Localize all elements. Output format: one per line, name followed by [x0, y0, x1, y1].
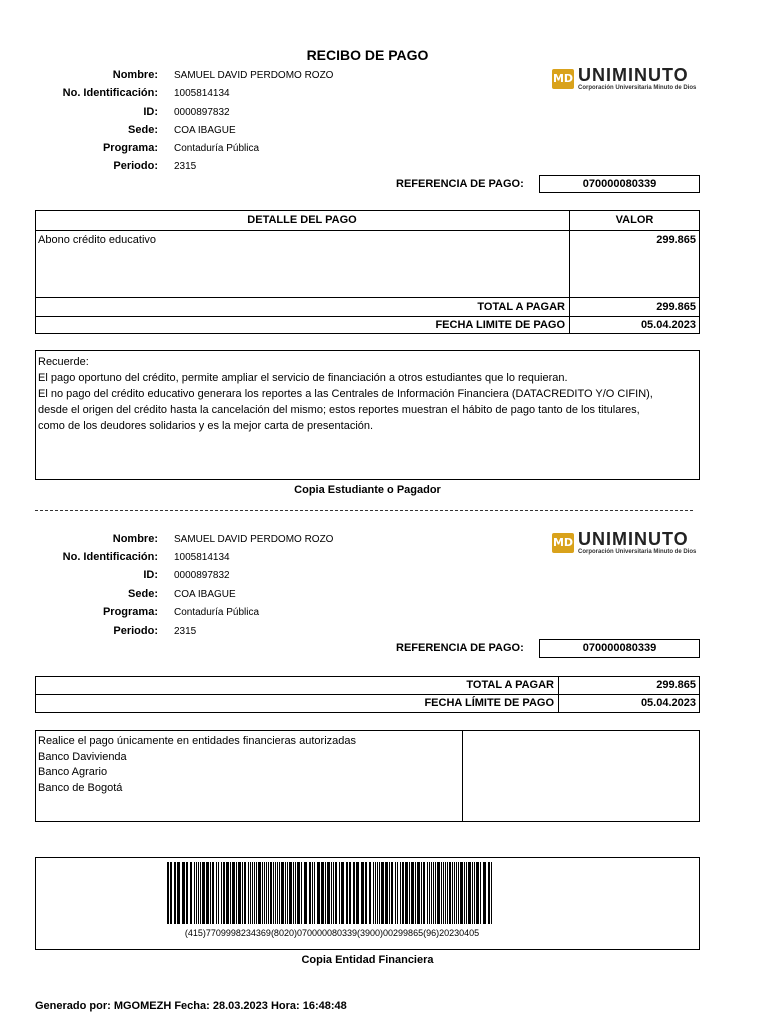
referencia-label: REFERENCIA DE PAGO:: [396, 178, 524, 190]
recuerde-notes: [38, 354, 653, 434]
logo-name: UNIMINUTO: [578, 65, 689, 85]
recuerde-line: El pago oportuno del crédito, permite ampliar el servicio de financiación a otros estudiantes que lo requieran.: [38, 372, 568, 384]
table-header-divider: [35, 230, 700, 231]
bank-total-label: TOTAL A PAGAR: [466, 679, 554, 691]
periodo-label: Periodo:: [113, 625, 158, 637]
bank-fecha-valor: 05.04.2023: [640, 697, 696, 709]
document-title: RECIBO DE PAGO: [306, 47, 429, 63]
id-label: ID:: [143, 569, 158, 581]
barcode-gap: [492, 862, 493, 924]
item-valor: 299.865: [656, 234, 696, 246]
table-total-divider: [35, 297, 700, 298]
referencia-label: REFERENCIA DE PAGO:: [396, 642, 524, 654]
identificacion-label: No. Identificación:: [62, 551, 158, 563]
bancos-divider: [462, 730, 463, 822]
generated-by-footer: Generado por: MGOMEZH Fecha: 28.03.2023 Hora: 16:48:48: [35, 1000, 347, 1012]
logo-subtitle: Corporación Universitaria Minuto de Dios: [578, 549, 697, 555]
id-label: ID:: [143, 106, 158, 118]
barcode-image: [167, 862, 497, 924]
id-value: 0000897832: [174, 570, 230, 581]
bancos-line: Realice el pago únicamente en entidades financieras autorizadas: [38, 735, 356, 747]
barcode-text: (415)7709998234369(8020)070000080339(3900)00299865(96)20230405: [184, 928, 480, 938]
nombre-value: SAMUEL DAVID PERDOMO ROZO: [174, 70, 334, 81]
sede-value: COA IBAGUE: [174, 589, 236, 600]
periodo-value: 2315: [174, 161, 197, 172]
nombre-label: Nombre:: [112, 69, 158, 81]
periodo-value: 2315: [174, 626, 197, 637]
fecha-label: FECHA LIMITE DE PAGO: [435, 319, 565, 331]
bank-total-valor: 299.865: [656, 679, 696, 691]
bank-fecha-label: FECHA LÍMITE DE PAGO: [424, 697, 554, 709]
logo-subtitle: Corporación Universitaria Minuto de Dios: [578, 85, 697, 91]
total-valor: 299.865: [656, 301, 696, 313]
table-column-divider: [569, 210, 570, 334]
periodo-label: Periodo:: [113, 160, 158, 172]
recuerde-line: El no pago del crédito educativo generara los reportes a las Centrales de Información Financiera (DATACREDITO Y/O CIFIN),: [38, 388, 653, 400]
sede-value: COA IBAGUE: [174, 125, 236, 136]
recuerde-line: desde el origen del crédito hasta la cancelación del mismo; estos reportes muestran el hábito de pago tanto de los titulares,: [38, 404, 640, 416]
copia-estudiante-caption: Copia Estudiante o Pagador: [294, 484, 441, 496]
copia-entidad-caption: Copia Entidad Financiera: [301, 954, 434, 966]
referencia-value: 070000080339: [539, 639, 700, 658]
fecha-valor: 05.04.2023: [640, 319, 696, 331]
logo-mark-icon: MD: [552, 69, 574, 89]
logo-name: UNIMINUTO: [578, 529, 689, 549]
nombre-value: SAMUEL DAVID PERDOMO ROZO: [174, 534, 334, 545]
table-fecha-divider: [35, 316, 700, 317]
bancos-line: Banco Davivienda: [38, 750, 127, 763]
cut-line-divider: [35, 510, 693, 511]
bancos-line: Banco de Bogotá: [38, 781, 123, 794]
sede-label: Sede:: [128, 124, 158, 136]
programa-label: Programa:: [102, 142, 158, 154]
bancos-list: [38, 734, 356, 796]
sede-label: Sede:: [128, 588, 158, 600]
programa-value: Contaduría Pública: [174, 143, 260, 154]
header-valor: VALOR: [615, 214, 654, 226]
uniminuto-logo: [552, 530, 696, 555]
item-description: Abono crédito educativo: [38, 234, 157, 246]
id-value: 0000897832: [174, 107, 230, 118]
bank-totals-divider: [35, 694, 700, 695]
logo-mark-icon: MD: [552, 533, 574, 553]
identificacion-value: 1005814134: [174, 552, 230, 563]
header-detalle: DETALLE DEL PAGO: [247, 214, 357, 226]
total-label: TOTAL A PAGAR: [477, 301, 565, 313]
nombre-label: Nombre:: [112, 533, 158, 545]
referencia-value: 070000080339: [539, 175, 700, 193]
identificacion-value: 1005814134: [174, 88, 230, 99]
programa-label: Programa:: [102, 606, 158, 618]
recuerde-line: como de los deudores solidarios y es la mejor carta de presentación.: [38, 420, 374, 432]
programa-value: Contaduría Pública: [174, 607, 260, 618]
uniminuto-logo: [552, 66, 696, 91]
identificacion-label: No. Identificación:: [62, 87, 158, 99]
recuerde-line: Recuerde:: [38, 356, 89, 368]
bancos-line: Banco Agrario: [38, 766, 108, 778]
